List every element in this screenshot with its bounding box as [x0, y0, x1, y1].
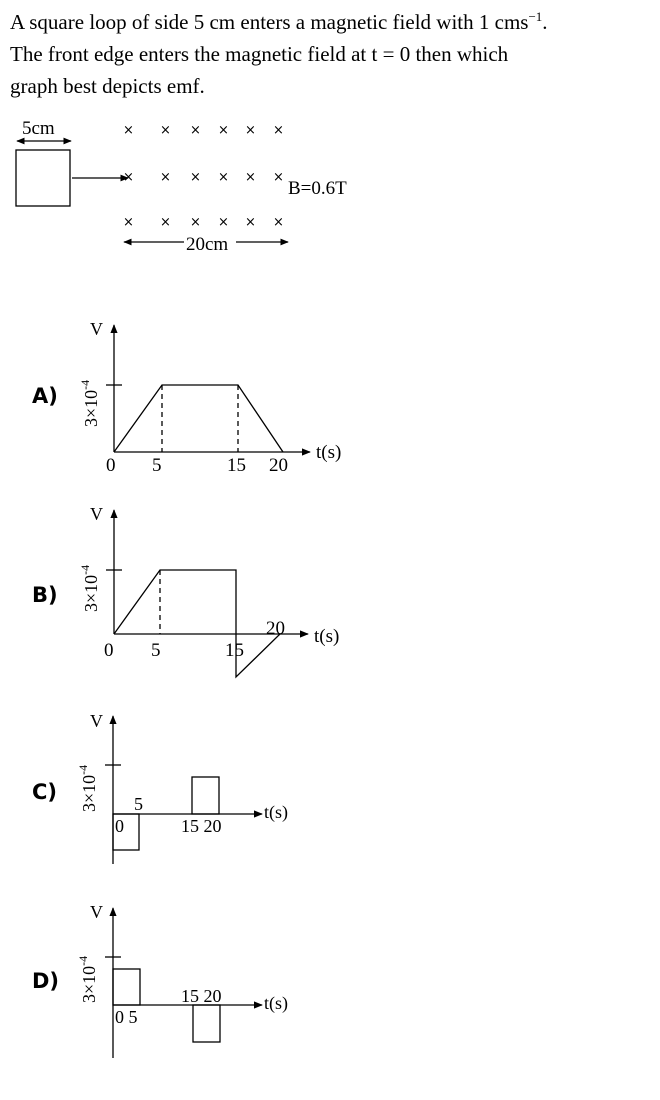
tick-0: 0 — [104, 640, 114, 661]
question-line-3: graph best depicts emf. — [10, 74, 205, 98]
svg-text:×: × — [273, 123, 284, 138]
tick-0: 0 — [106, 455, 116, 476]
option-d-graph — [76, 902, 288, 1058]
tick-5: 5 — [152, 455, 162, 476]
option-c-label: C) — [32, 780, 58, 804]
tick-15: 15 — [227, 455, 246, 476]
option-a-graph — [78, 319, 341, 476]
field-strength-label: B=0.6T — [288, 178, 347, 199]
svg-text:×: × — [190, 123, 201, 138]
svg-text:×: × — [123, 215, 134, 230]
t-axis-label: t(s) — [314, 626, 340, 647]
svg-text:×: × — [245, 123, 256, 138]
option-b-graph — [78, 504, 339, 677]
v-axis-label: V — [90, 319, 103, 339]
v-axis-label: V — [90, 902, 103, 922]
option-c[interactable] — [32, 711, 288, 864]
svg-text:×: × — [160, 123, 171, 138]
option-b[interactable] — [32, 504, 339, 677]
tick-0: 0 — [115, 816, 124, 836]
field-crosses — [123, 123, 284, 230]
t-axis-label: t(s) — [264, 802, 288, 822]
question-line-1: A square loop of side 5 cm enters a magnetic field with 1 cms$^{-1}$. — [10, 9, 548, 34]
svg-text:×: × — [273, 170, 284, 185]
option-a-label: A) — [32, 384, 58, 408]
svg-text:×: × — [218, 215, 229, 230]
svg-text:×: × — [160, 215, 171, 230]
y-value-label: $3\times 10^{-4}$ — [78, 564, 101, 612]
svg-text:×: × — [190, 170, 201, 185]
emf-pulse-positive — [113, 969, 140, 1005]
question-line-2: The front edge enters the magnetic field at t = 0 then which — [10, 42, 509, 66]
tick-15-20: 15 20 — [181, 986, 222, 1006]
svg-text:×: × — [160, 170, 171, 185]
svg-text:×: × — [190, 215, 201, 230]
t-axis-label: t(s) — [264, 993, 288, 1013]
loop-side-label: 5cm — [22, 118, 55, 139]
t-axis-label: t(s) — [316, 442, 342, 463]
tick-5: 5 — [134, 794, 143, 814]
magnetic-field-figure — [16, 118, 347, 255]
option-d[interactable] — [32, 902, 288, 1058]
field-width-label: 20cm — [186, 234, 229, 255]
v-axis-label: V — [90, 504, 103, 524]
emf-pulse-negative — [193, 1005, 220, 1042]
y-value-label: $3\times 10^{-4}$ — [76, 764, 99, 812]
y-value-label: $3\times 10^{-4}$ — [76, 955, 99, 1003]
emf-curve — [114, 570, 280, 677]
option-d-label: D) — [32, 969, 60, 993]
svg-text:×: × — [218, 170, 229, 185]
svg-text:×: × — [245, 215, 256, 230]
tick-0-5: 0 5 — [115, 1007, 138, 1027]
emf-curve — [114, 385, 283, 452]
emf-pulse-positive — [192, 777, 219, 814]
option-c-graph — [76, 711, 288, 864]
y-value-label: $3\times 10^{-4}$ — [78, 379, 101, 427]
option-a[interactable] — [32, 319, 341, 476]
tick-5: 5 — [151, 640, 161, 661]
v-axis-label: V — [90, 711, 103, 731]
svg-text:×: × — [123, 123, 134, 138]
tick-15-20: 15 20 — [181, 816, 222, 836]
svg-text:×: × — [273, 215, 284, 230]
svg-text:×: × — [218, 123, 229, 138]
tick-20: 20 — [266, 618, 285, 639]
svg-text:×: × — [123, 170, 134, 185]
tick-20: 20 — [269, 455, 288, 476]
square-loop — [16, 150, 70, 206]
tick-15: 15 — [225, 640, 244, 661]
option-b-label: B) — [32, 583, 58, 607]
svg-text:×: × — [245, 170, 256, 185]
